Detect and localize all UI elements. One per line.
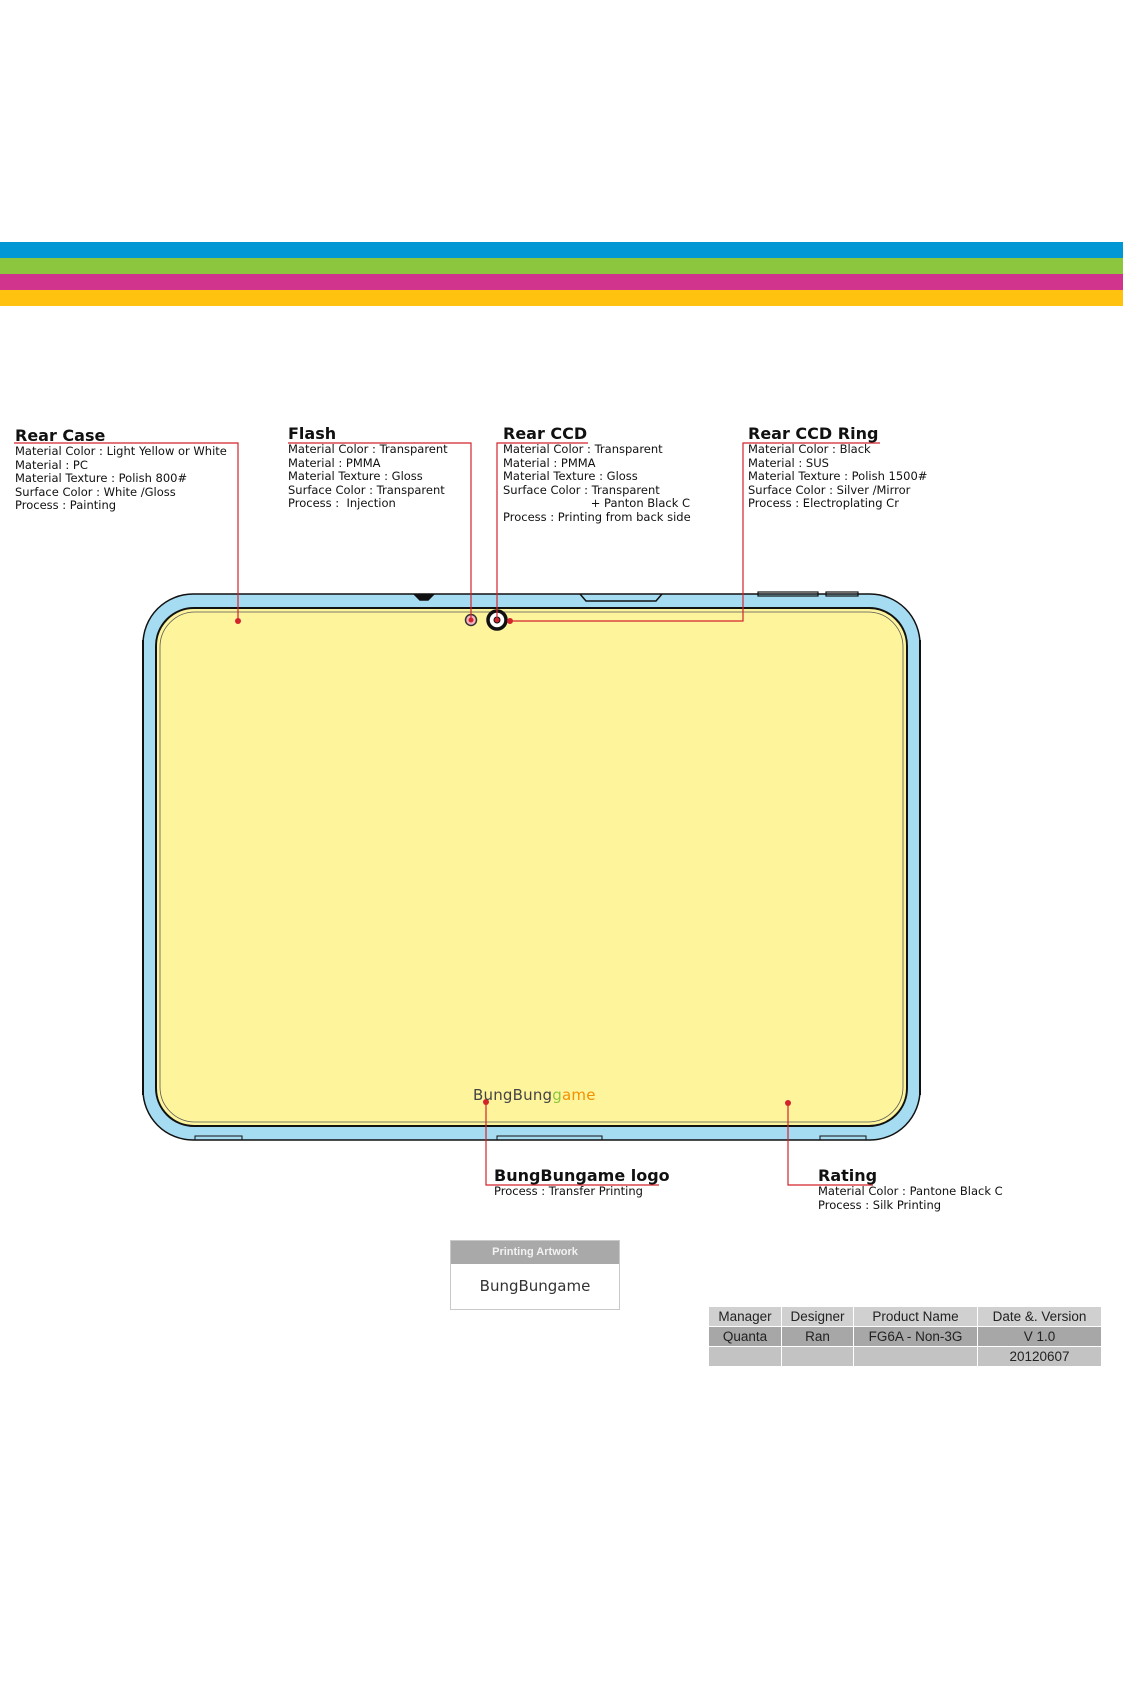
device-logo: BungBunggame <box>473 1086 596 1104</box>
flash-title: Flash <box>288 424 337 443</box>
rear-case-spec: Material Color : Light Yellow or White Material : PC Material Texture : Polish 800# Surface Color : White /Gloss Process : Painting <box>15 444 227 512</box>
cell-empty <box>782 1347 854 1367</box>
rating-title: Rating <box>818 1166 878 1185</box>
cell-version: V 1.0 <box>978 1327 1102 1347</box>
rear-ccd-title: Rear CCD <box>503 424 588 443</box>
marker-rear-case <box>235 618 241 624</box>
title-block-row <box>709 1347 1102 1367</box>
header-date-version: Date &. Version <box>978 1307 1102 1327</box>
logo-title: BungBungame logo <box>494 1166 670 1185</box>
rating-spec: Material Color : Pantone Black C Process : Silk Printing <box>818 1184 1003 1212</box>
callout-rear-case <box>15 426 227 513</box>
callout-rating <box>818 1166 1003 1212</box>
flash-spec: Material Color : Transparent Material : PMMA Material Texture : Gloss Surface Color : Transparent Process : Injection <box>288 442 448 510</box>
header-manager: Manager <box>709 1307 782 1327</box>
cell-empty <box>854 1347 978 1367</box>
printing-artwork-box <box>450 1240 620 1310</box>
cell-product-name: FG6A - Non-3G <box>854 1327 978 1347</box>
marker-rear-ccd-ring <box>507 618 513 624</box>
rear-case-surface <box>156 608 907 1126</box>
marker-rear-ccd <box>495 618 500 623</box>
cell-empty <box>709 1347 782 1367</box>
cell-designer: Ran <box>782 1327 854 1347</box>
printing-artwork-logo: BungBungame <box>479 1277 591 1295</box>
rear-case-title: Rear Case <box>15 426 106 445</box>
rear-ccd-ring-spec: Material Color : Black Material : SUS Material Texture : Polish 1500# Surface Color : Silver /Mirror Process : Electroplating Cr <box>748 442 928 510</box>
callout-rear-ccd <box>503 424 691 524</box>
title-block-row <box>709 1327 1102 1347</box>
title-block-table <box>708 1306 1102 1367</box>
callout-logo <box>494 1166 670 1199</box>
marker-rating <box>785 1100 791 1106</box>
header-designer: Designer <box>782 1307 854 1327</box>
printing-artwork-header: Printing Artwork <box>451 1241 619 1264</box>
rear-ccd-spec: Material Color : Transparent Material : PMMA Material Texture : Gloss Surface Color : Transparent + Panton Black C Process : Printing from back side <box>503 442 691 524</box>
rear-ccd-ring-title: Rear CCD Ring <box>748 424 879 443</box>
callout-flash <box>288 424 448 511</box>
marker-flash <box>469 618 474 623</box>
cell-manager: Quanta <box>709 1327 782 1347</box>
header-product-name: Product Name <box>854 1307 978 1327</box>
title-block-header-row <box>709 1307 1102 1327</box>
callout-rear-ccd-ring <box>748 424 927 511</box>
logo-spec: Process : Transfer Printing <box>494 1184 643 1198</box>
cell-date: 20120607 <box>978 1347 1102 1367</box>
